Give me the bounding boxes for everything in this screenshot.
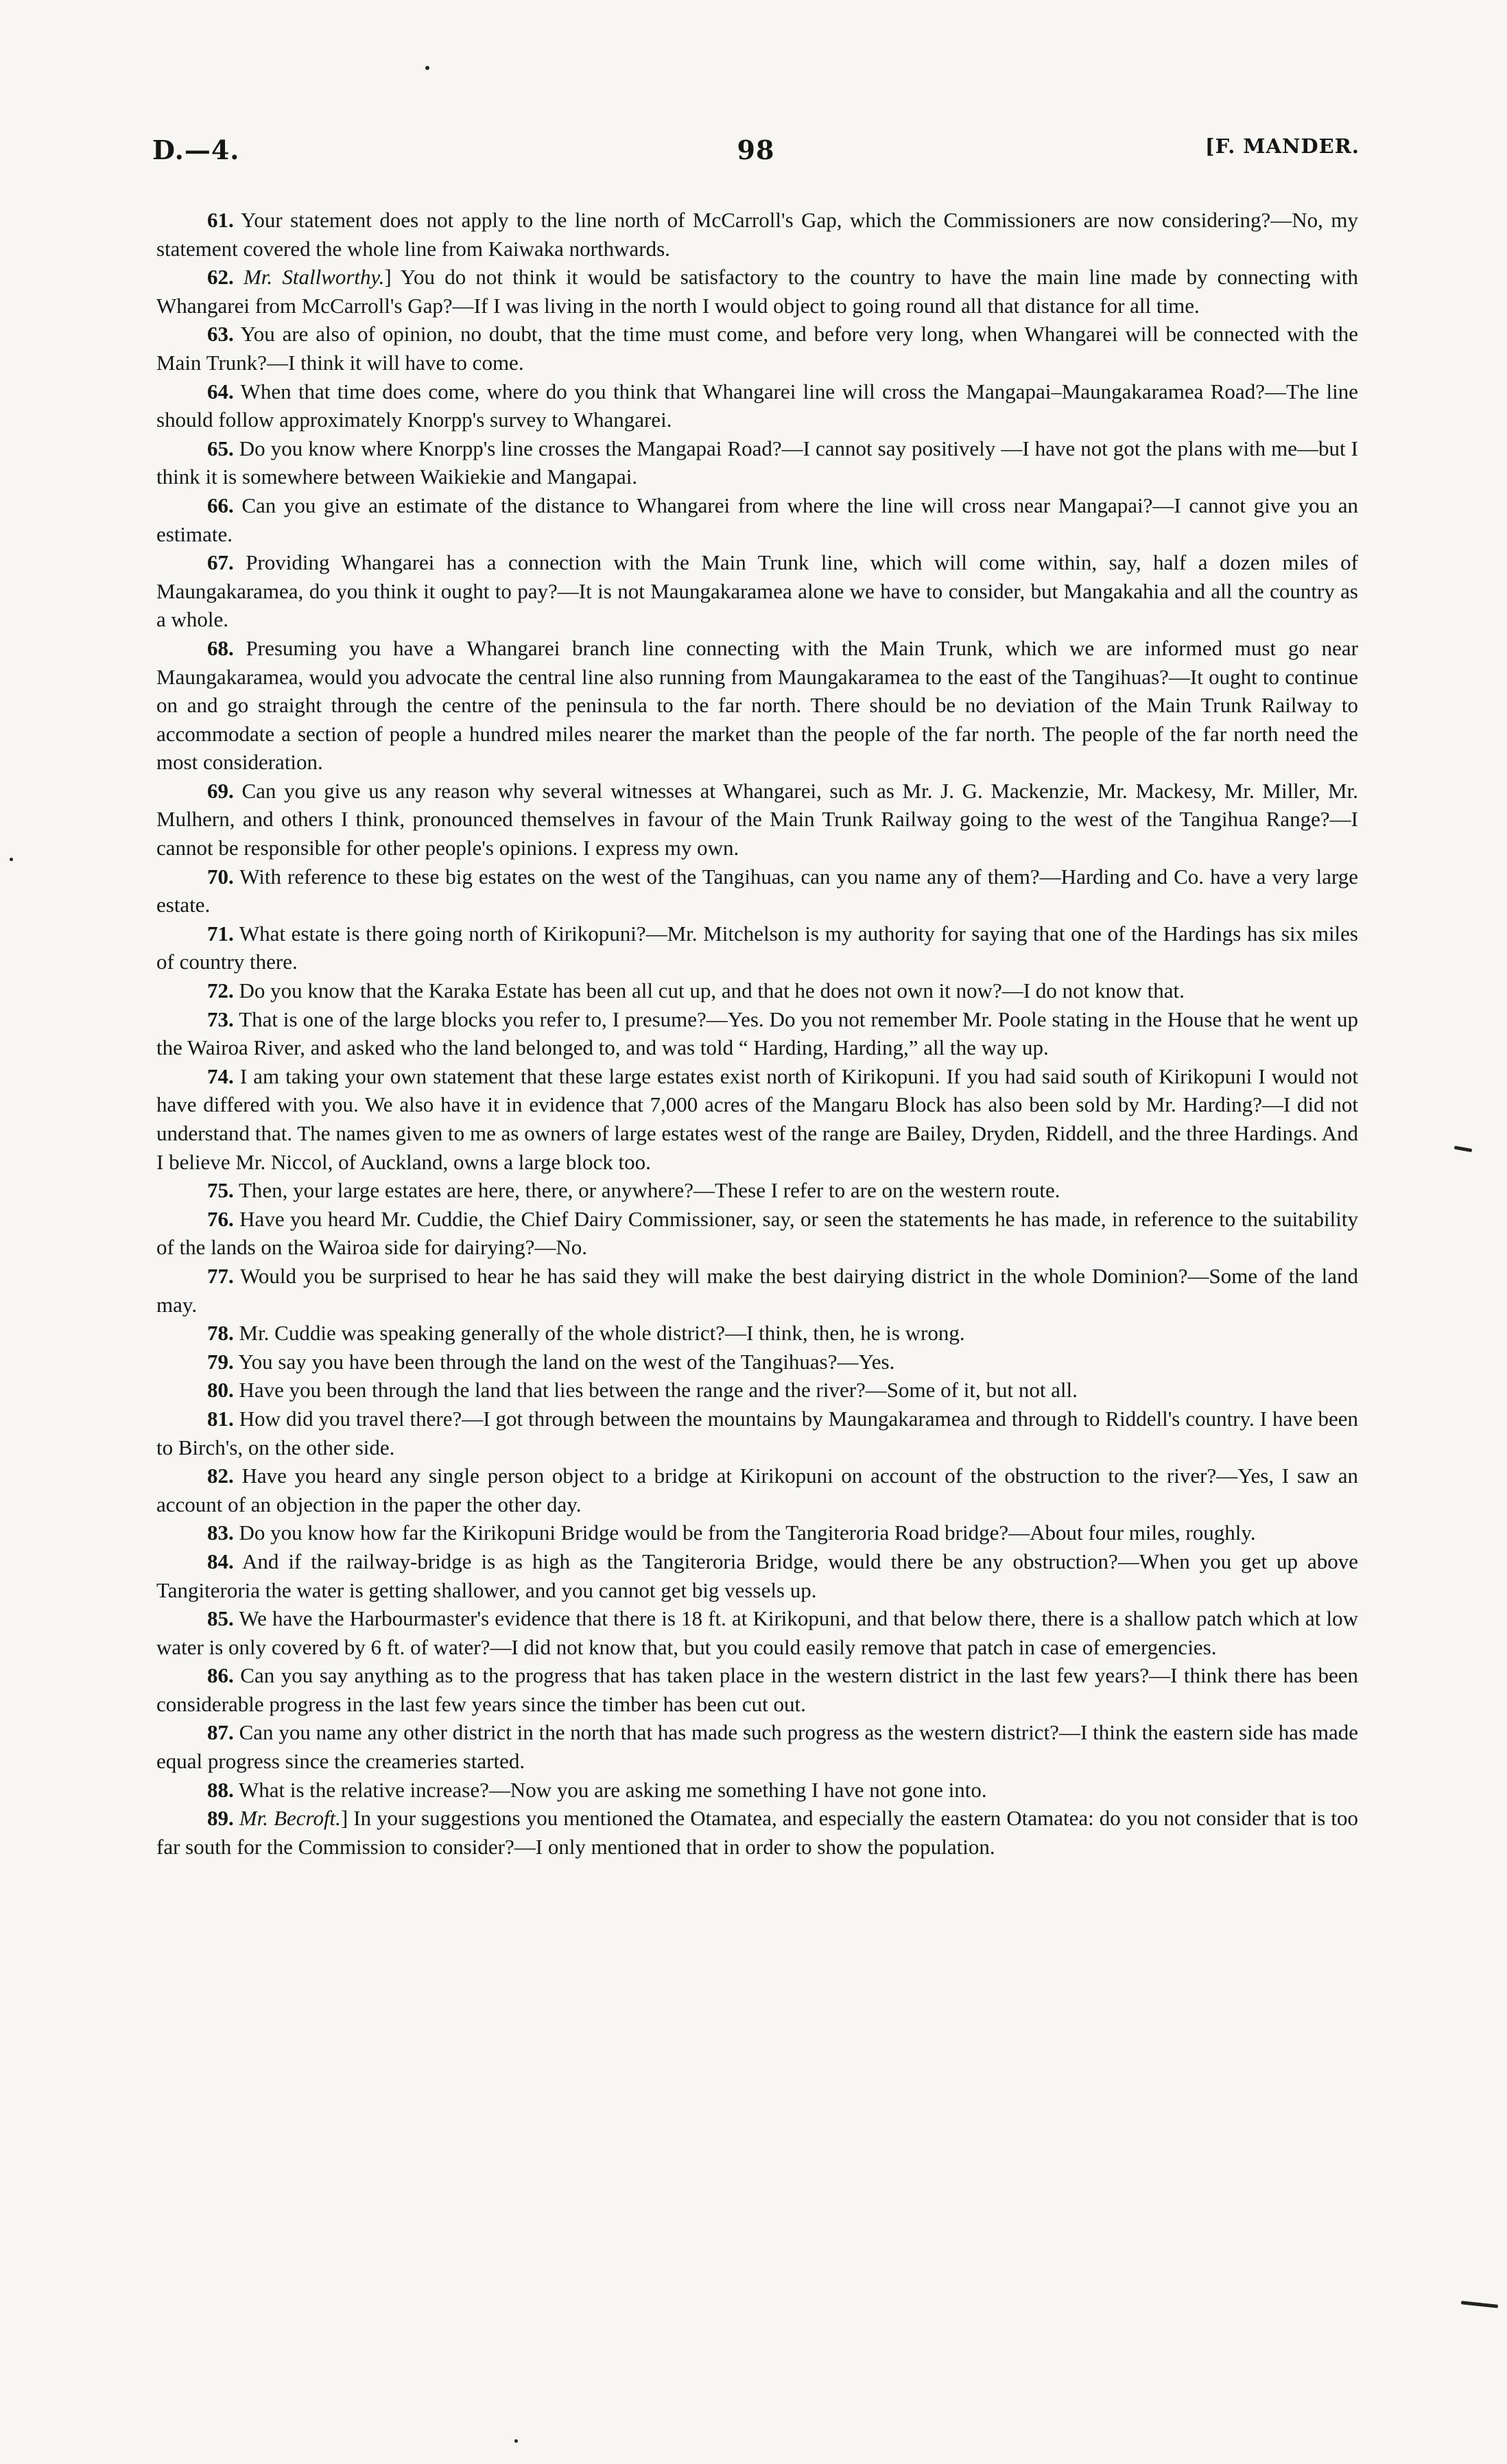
- question-answer-text: When that time does come, where do you think that Whangarei line will cross the Mangapai–Maungakaramea Road?—The line should follow approximately Knorpp's survey to Whangarei.: [156, 379, 1358, 432]
- question-answer-text: With reference to these big estates on the west of the Tangihuas, can you name any of them?—Harding and Co. have a very large estate.: [156, 864, 1358, 917]
- question-answer-text: You say you have been through the land on the west of the Tangihuas?—Yes.: [238, 1349, 895, 1374]
- question-number: 87.: [207, 1720, 234, 1745]
- question-answer-paragraph: [156, 1547, 1358, 1604]
- document-reference: D.—4.: [152, 134, 240, 165]
- question-number: 66.: [207, 493, 234, 517]
- question-answer-paragraph: [156, 1462, 1358, 1518]
- question-answer-paragraph: [156, 976, 1358, 1005]
- question-number: 75.: [207, 1178, 234, 1203]
- question-number: 70.: [207, 864, 234, 889]
- question-number: 69.: [207, 778, 234, 803]
- question-answer-paragraph: [156, 491, 1358, 548]
- question-answer-text: What is the relative increase?—Now you are asking me something I have not gone into.: [238, 1777, 987, 1802]
- scan-speck: [514, 2439, 518, 2443]
- question-number: 81.: [207, 1406, 234, 1431]
- question-answer-text: Would you be surprised to hear he has said they will make the best dairying district in the whole Dominion?—Some of the land may.: [156, 1263, 1358, 1317]
- question-number: 68.: [207, 635, 234, 660]
- question-answer-text: Have you heard any single person object to a bridge at Kirikopuni on account of the obstruction to the river?—Yes, I saw an account of an objection in the paper the other day.: [156, 1464, 1359, 1516]
- question-number: 85.: [207, 1606, 234, 1631]
- question-number: 65.: [207, 436, 234, 460]
- question-number: 72.: [207, 978, 234, 1003]
- scan-speck: [10, 858, 13, 861]
- question-answer-text: Can you give us any reason why several witnesses at Whangarei, such as Mr. J. G. Mackenzie, Mr. Mackesy, Mr. Miller, Mr. Mulhern, and others I think, pronounced themselves in favour of the Main Trunk Railway going to the west of the Tangihua Range?—I cannot be responsible for other people's opinions. I express my own.: [156, 778, 1358, 860]
- question-answer-text: ] You do not think it would be satisfactory to the country to have the main line made by connecting with Whangarei from McCarroll's Gap?—If I was living in the north I would object to going round all that distance for all time.: [156, 265, 1358, 318]
- question-answer-text: I am taking your own statement that these large estates exist north of Kirikopuni. If you had said south of Kirikopuni I would not have differed with you. We also have it in evidence that 7,000 acres of the Mangaru Block has also been sold by Mr. Harding?—I did not understand that. The names given to me as owners of large estates west of the range are Bailey, Dryden, Riddell, and the three Hardings. And I believe Mr. Niccol, of Auckland, owns a large block too.: [156, 1064, 1359, 1174]
- question-number: 71.: [207, 921, 234, 946]
- question-answer-text: What estate is there going north of Kirikopuni?—Mr. Mitchelson is my authority for saying that one of the Hardings has six miles of country there.: [156, 921, 1358, 974]
- question-answer-paragraph: [156, 1718, 1358, 1775]
- question-number: 82.: [207, 1464, 234, 1488]
- question-answer-text: And if the railway-bridge is as high as the Tangiteroria Bridge, would there be any obstruction?—When you get up above Tangiteroria the water is getting shallower, and you cannot get big vessels up.: [156, 1549, 1359, 1602]
- question-number: 79.: [207, 1349, 234, 1374]
- witness-name: [F. MANDER.: [1205, 134, 1360, 158]
- question-number: 83.: [207, 1521, 234, 1545]
- question-answer-text: Can you name any other district in the north that has made such progress as the western district?—I think the eastern side has made equal progress since the creameries started.: [156, 1720, 1358, 1774]
- question-answer-text: Do you know how far the Kirikopuni Bridge would be from the Tangiteroria Road bridge?—About four miles, roughly.: [239, 1521, 1256, 1545]
- question-number: 61.: [207, 208, 234, 232]
- question-answer-paragraph: [156, 320, 1358, 377]
- question-answer-paragraph: [156, 434, 1358, 491]
- question-answer-text: Then, your large estates are here, there, or anywhere?—These I refer to are on the western route.: [238, 1178, 1060, 1203]
- question-number: 74.: [207, 1064, 234, 1088]
- speaker-name: Mr. Stallworthy.: [243, 265, 385, 290]
- question-answer-paragraph: [156, 1205, 1358, 1262]
- testimony-body: [156, 206, 1358, 1861]
- question-answer-text: Presuming you have a Whangarei branch line connecting with the Main Trunk, which we are informed must go near Maungakaramea, would you advocate the central line also running from Maungakaramea to the east of the Tangihuas?—It ought to continue on and go straight through the centre of the peninsula to the far north. There should be no deviation of the Main Trunk Railway to accommodate a section of people a hundred miles nearer the market than the people of the far north. The people of the far north need the most consideration.: [156, 635, 1358, 775]
- question-answer-text: Your statement does not apply to the line north of McCarroll's Gap, which the Commissioners are now considering?—No, my statement covered the whole line from Kaiwaka northwards.: [156, 208, 1358, 261]
- question-answer-paragraph: [156, 863, 1358, 919]
- question-answer-paragraph: [156, 1661, 1358, 1718]
- speaker-name: Mr. Becroft.: [239, 1806, 341, 1831]
- margin-mark: [1454, 1146, 1472, 1152]
- question-answer-text: How did you travel there?—I got through between the mountains by Maungakaramea and through to Riddell's country. I have been to Birch's, on the other side.: [156, 1406, 1358, 1459]
- question-answer-paragraph: [156, 263, 1358, 320]
- question-answer-paragraph: [156, 1604, 1358, 1661]
- question-number: 78.: [207, 1321, 234, 1346]
- question-answer-text: Providing Whangarei has a connection with the Main Trunk line, which will come within, say, half a dozen miles of Maungakaramea, do you think it ought to pay?—It is not Maungakaramea alone we have to consider, but Mangakahia and all the country as a whole.: [156, 550, 1358, 632]
- question-number: 67.: [207, 550, 234, 575]
- question-answer-paragraph: [156, 1776, 1358, 1805]
- question-answer-paragraph: [156, 1262, 1358, 1319]
- question-answer-text: Do you know that the Karaka Estate has been all cut up, and that he does not own it now?—I do not know that.: [239, 978, 1185, 1003]
- question-answer-text: Have you been through the land that lies between the range and the river?—Some of it, but not all.: [239, 1378, 1078, 1403]
- question-answer-text: Can you give an estimate of the distance to Whangarei from where the line will cross near Mangapai?—I cannot give you an estimate.: [156, 493, 1358, 546]
- question-answer-paragraph: [156, 1804, 1358, 1861]
- question-number: 86.: [207, 1663, 234, 1688]
- question-answer-paragraph: [156, 1405, 1358, 1462]
- question-answer-paragraph: [156, 777, 1358, 863]
- question-answer-paragraph: [156, 1376, 1358, 1405]
- question-number: 63.: [207, 322, 234, 347]
- question-answer-paragraph: [156, 634, 1358, 777]
- question-answer-paragraph: [156, 548, 1358, 634]
- question-number: 80.: [207, 1378, 234, 1403]
- question-answer-paragraph: [156, 1176, 1358, 1205]
- question-answer-paragraph: [156, 377, 1358, 434]
- question-answer-paragraph: [156, 1518, 1358, 1547]
- question-answer-paragraph: [156, 1348, 1358, 1376]
- scan-speck: [425, 66, 429, 70]
- page-header: [152, 134, 1360, 176]
- question-answer-text: Can you say anything as to the progress that has taken place in the western district in the last few years?—I think there has been considerable progress in the last few years since the timber has been cut out.: [156, 1663, 1358, 1716]
- question-answer-text: That is one of the large blocks you refer to, I presume?—Yes. Do you not remember Mr. Poole stating in the House that he went up the Wairoa River, and asked who the land belonged to, and was told “ Harding, Harding,” all the way up.: [156, 1007, 1358, 1060]
- question-answer-text: Have you heard Mr. Cuddie, the Chief Dairy Commissioner, say, or seen the statements he has made, in reference to the suitability of the lands on the Wairoa side for dairying?—No.: [156, 1206, 1359, 1260]
- question-number: 84.: [207, 1549, 234, 1573]
- question-answer-paragraph: [156, 919, 1358, 976]
- question-number: 77.: [207, 1263, 234, 1288]
- question-answer-text: You are also of opinion, no doubt, that the time must come, and before very long, when Whangarei will be connected with the Main Trunk?—I think it will have to come.: [156, 322, 1358, 375]
- question-number: 88.: [207, 1777, 234, 1802]
- question-answer-paragraph: [156, 1062, 1358, 1176]
- question-answer-text: ] In your suggestions you mentioned the Otamatea, and especially the eastern Otamatea: do you not consider that is too far south for the Commission to consider?—I only mentioned that in order to show the population.: [156, 1806, 1359, 1859]
- question-number: 64.: [207, 379, 234, 403]
- question-answer-paragraph: [156, 1005, 1358, 1062]
- question-answer-text: We have the Harbourmaster's evidence that there is 18 ft. at Kirikopuni, and that below there, there is a shallow patch which at low water is only covered by 6 ft. of water?—I did not know that, but you could easily remove that patch in case of emergencies.: [156, 1606, 1358, 1659]
- question-answer-text: Do you know where Knorpp's line crosses the Mangapai Road?—I cannot say positively —I have not got the plans with me—but I think it is somewhere between Waikiekie and Mangapai.: [156, 436, 1358, 489]
- question-number: 89.: [207, 1806, 234, 1831]
- question-number: 62.: [207, 265, 234, 290]
- question-answer-paragraph: [156, 1319, 1358, 1348]
- question-number: 76.: [207, 1206, 234, 1231]
- question-answer-text: Mr. Cuddie was speaking generally of the whole district?—I think, then, he is wrong.: [239, 1321, 965, 1346]
- question-answer-paragraph: [156, 206, 1358, 263]
- page-number: 98: [737, 134, 775, 165]
- question-number: 73.: [207, 1007, 234, 1031]
- margin-mark: [1461, 2301, 1498, 2308]
